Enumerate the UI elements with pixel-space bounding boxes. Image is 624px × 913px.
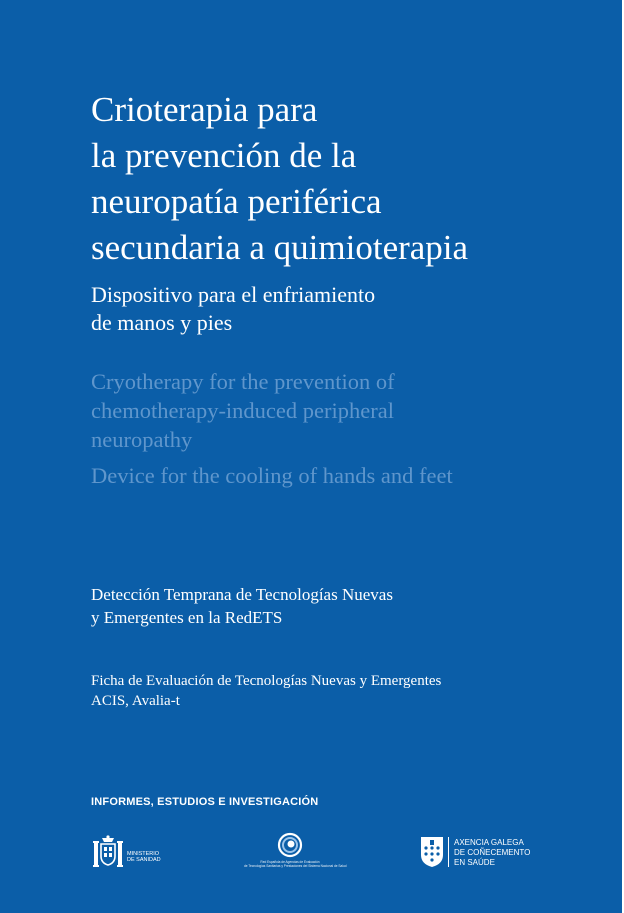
acis-line: EN SAÚDE — [454, 858, 495, 867]
program-name — [91, 583, 531, 629]
cover-title — [91, 87, 571, 271]
program-line: Detección Temprana de Tecnologías Nuevas — [91, 585, 393, 604]
english-title-line: Cryotherapy for the prevention of — [91, 369, 395, 394]
title-line: secundaria a quimioterapia — [91, 228, 469, 267]
program-line: y Emergentes en la RedETS — [91, 608, 283, 627]
institution-logos — [0, 830, 622, 875]
redets-circle-logo-icon — [277, 832, 303, 858]
redets-line: de Tecnologías Sanitarias y Prestaciones del Sistema Nacional de Salud — [244, 864, 347, 868]
acis-line: AXENCIA GALEGA — [454, 838, 524, 847]
report-line: ACIS, Avalia-t — [91, 693, 180, 709]
series-label: INFORMES, ESTUDIOS E INVESTIGACIÓN — [91, 796, 319, 808]
english-title-line: neuropathy — [91, 427, 193, 452]
title-line: Crioterapia para — [91, 90, 318, 129]
report-line: Ficha de Evaluación de Tecnologías Nuevas y Emergentes — [91, 673, 442, 689]
ministerio-name — [127, 851, 161, 863]
english-title-line: chemotherapy-induced peripheral — [91, 398, 394, 423]
galicia-coat-of-arms-icon — [420, 836, 444, 868]
redets-name — [244, 860, 347, 868]
english-subtitle: Device for the cooling of hands and feet — [91, 463, 453, 488]
subtitle-line: de manos y pies — [91, 310, 233, 335]
redets-line: Red Española de Agencias de Evaluación — [260, 860, 320, 864]
cover-subtitle — [91, 281, 531, 337]
redets-logo — [244, 832, 347, 872]
acis-line: DE COÑECEMENTO — [454, 848, 531, 857]
acis-name — [454, 838, 530, 868]
spanish-coat-of-arms-icon — [93, 835, 123, 871]
title-line: neuropatía periférica — [91, 182, 382, 221]
ministerio-line: MINISTERIO — [127, 851, 160, 857]
english-title — [91, 367, 561, 454]
title-line: la prevención de la — [91, 136, 357, 175]
logo-divider — [448, 837, 449, 867]
report-type — [91, 671, 561, 711]
subtitle-line: Dispositivo para el enfriamiento — [91, 282, 376, 307]
ministerio-line: DE SANIDAD — [127, 857, 161, 863]
